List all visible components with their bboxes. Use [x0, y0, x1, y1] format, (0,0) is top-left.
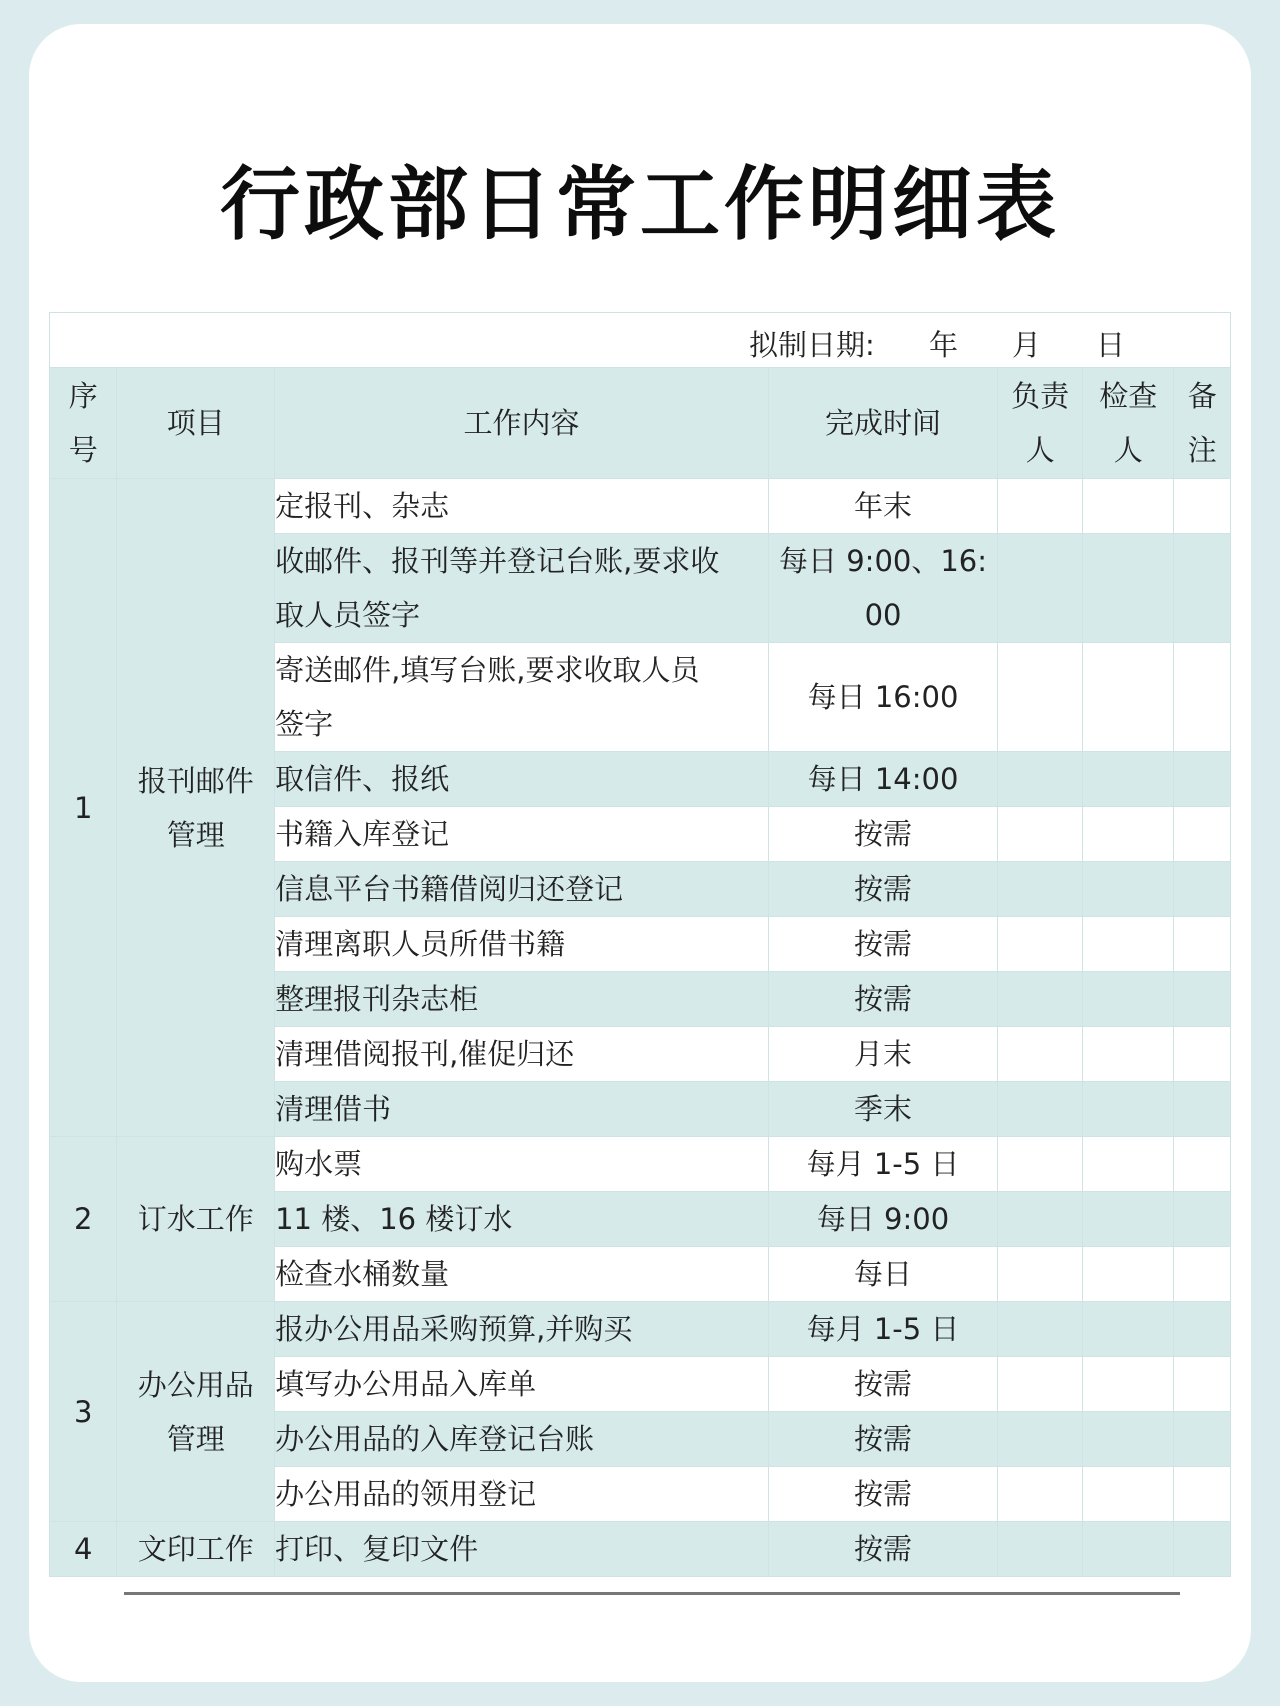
group-number: 4 [50, 1522, 117, 1577]
header-checker: 检查 人 [1083, 368, 1174, 479]
note-cell [1174, 1192, 1231, 1247]
checker-cell [1083, 917, 1174, 972]
group-item: 文印工作 [117, 1522, 275, 1577]
completion-time: 按需 [768, 1522, 997, 1577]
note-cell [1174, 807, 1231, 862]
work-content: 书籍入库登记 [275, 807, 769, 862]
checker-cell [1083, 1082, 1174, 1137]
checker-cell [1083, 1412, 1174, 1467]
checker-cell [1083, 1357, 1174, 1412]
note-cell [1174, 1302, 1231, 1357]
date-year: 年 [929, 328, 959, 362]
group-item: 订水工作 [117, 1137, 275, 1302]
work-content: 打印、复印文件 [275, 1522, 769, 1577]
note-cell [1174, 1137, 1231, 1192]
owner-cell [998, 1027, 1083, 1082]
work-content: 清理借阅报刊,催促归还 [275, 1027, 769, 1082]
work-content: 报办公用品采购预算,并购买 [275, 1302, 769, 1357]
completion-time: 每日 9:00 [768, 1192, 997, 1247]
completion-time: 按需 [768, 972, 997, 1027]
work-content: 收邮件、报刊等并登记台账,要求收 取人员签字 [275, 534, 769, 643]
checker-cell [1083, 1302, 1174, 1357]
note-cell [1174, 643, 1231, 752]
work-content: 检查水桶数量 [275, 1247, 769, 1302]
checker-cell [1083, 479, 1174, 534]
owner-cell [998, 1412, 1083, 1467]
completion-time: 每月 1-5 日 [768, 1137, 997, 1192]
completion-time: 每月 1-5 日 [768, 1302, 997, 1357]
note-cell [1174, 752, 1231, 807]
work-content: 办公用品的入库登记台账 [275, 1412, 769, 1467]
table-body [50, 479, 1231, 1577]
date-label: 拟制日期: [749, 328, 875, 362]
checker-cell [1083, 643, 1174, 752]
owner-cell [998, 1192, 1083, 1247]
work-content: 整理报刊杂志柜 [275, 972, 769, 1027]
table-row [50, 1137, 1231, 1192]
completion-time: 每日 14:00 [768, 752, 997, 807]
date-month: 月 [1012, 328, 1042, 362]
header-owner: 负责 人 [998, 368, 1083, 479]
checker-cell [1083, 862, 1174, 917]
work-content: 填写办公用品入库单 [275, 1357, 769, 1412]
work-content: 清理借书 [275, 1082, 769, 1137]
bottom-divider [124, 1592, 1180, 1595]
owner-cell [998, 1357, 1083, 1412]
checker-cell [1083, 534, 1174, 643]
note-cell [1174, 917, 1231, 972]
group-number: 3 [50, 1302, 117, 1522]
checker-cell [1083, 1192, 1174, 1247]
work-detail-table [49, 312, 1231, 1577]
group-number: 1 [50, 479, 117, 1137]
header-content: 工作内容 [275, 368, 769, 479]
completion-time: 按需 [768, 917, 997, 972]
page-title: 行政部日常工作明细表 [220, 158, 1060, 251]
note-cell [1174, 1082, 1231, 1137]
group-number: 2 [50, 1137, 117, 1302]
completion-time: 月末 [768, 1027, 997, 1082]
note-cell [1174, 1467, 1231, 1522]
checker-cell [1083, 1137, 1174, 1192]
owner-cell [998, 972, 1083, 1027]
date-row [50, 313, 1231, 368]
owner-cell [998, 917, 1083, 972]
completion-time: 年末 [768, 479, 997, 534]
header-time: 完成时间 [768, 368, 997, 479]
checker-cell [1083, 1027, 1174, 1082]
note-cell [1174, 1412, 1231, 1467]
owner-cell [998, 752, 1083, 807]
owner-cell [998, 1137, 1083, 1192]
note-cell [1174, 862, 1231, 917]
work-content: 清理离职人员所借书籍 [275, 917, 769, 972]
owner-cell [998, 479, 1083, 534]
owner-cell [998, 534, 1083, 643]
table-row [50, 1302, 1231, 1357]
note-cell [1174, 534, 1231, 643]
owner-cell [998, 1082, 1083, 1137]
work-content: 办公用品的领用登记 [275, 1467, 769, 1522]
work-content: 11 楼、16 楼订水 [275, 1192, 769, 1247]
table-row [50, 1522, 1231, 1577]
checker-cell [1083, 1467, 1174, 1522]
completion-time: 每日 9:00、16: 00 [768, 534, 997, 643]
checker-cell [1083, 1247, 1174, 1302]
header-seq: 序 号 [50, 368, 117, 479]
owner-cell [998, 1467, 1083, 1522]
checker-cell [1083, 752, 1174, 807]
completion-time: 按需 [768, 1467, 997, 1522]
work-content: 购水票 [275, 1137, 769, 1192]
note-cell [1174, 1522, 1231, 1577]
owner-cell [998, 807, 1083, 862]
note-cell [1174, 1027, 1231, 1082]
owner-cell [998, 643, 1083, 752]
group-item: 办公用品 管理 [117, 1302, 275, 1522]
owner-cell [998, 1522, 1083, 1577]
completion-time: 按需 [768, 1357, 997, 1412]
owner-cell [998, 862, 1083, 917]
completion-time: 按需 [768, 862, 997, 917]
completion-time: 每日 [768, 1247, 997, 1302]
header-row [50, 368, 1231, 479]
group-item: 报刊邮件 管理 [117, 479, 275, 1137]
work-content: 信息平台书籍借阅归还登记 [275, 862, 769, 917]
checker-cell [1083, 972, 1174, 1027]
owner-cell [998, 1247, 1083, 1302]
work-content: 定报刊、杂志 [275, 479, 769, 534]
work-content: 寄送邮件,填写台账,要求收取人员 签字 [275, 643, 769, 752]
date-day: 日 [1096, 328, 1126, 362]
note-cell [1174, 479, 1231, 534]
owner-cell [998, 1302, 1083, 1357]
completion-time: 按需 [768, 1412, 997, 1467]
note-cell [1174, 1247, 1231, 1302]
completion-time: 季末 [768, 1082, 997, 1137]
table-row [50, 479, 1231, 534]
header-note: 备 注 [1174, 368, 1231, 479]
note-cell [1174, 1357, 1231, 1412]
work-content: 取信件、报纸 [275, 752, 769, 807]
completion-time: 按需 [768, 807, 997, 862]
checker-cell [1083, 807, 1174, 862]
header-item: 项目 [117, 368, 275, 479]
checker-cell [1083, 1522, 1174, 1577]
note-cell [1174, 972, 1231, 1027]
completion-time: 每日 16:00 [768, 643, 997, 752]
